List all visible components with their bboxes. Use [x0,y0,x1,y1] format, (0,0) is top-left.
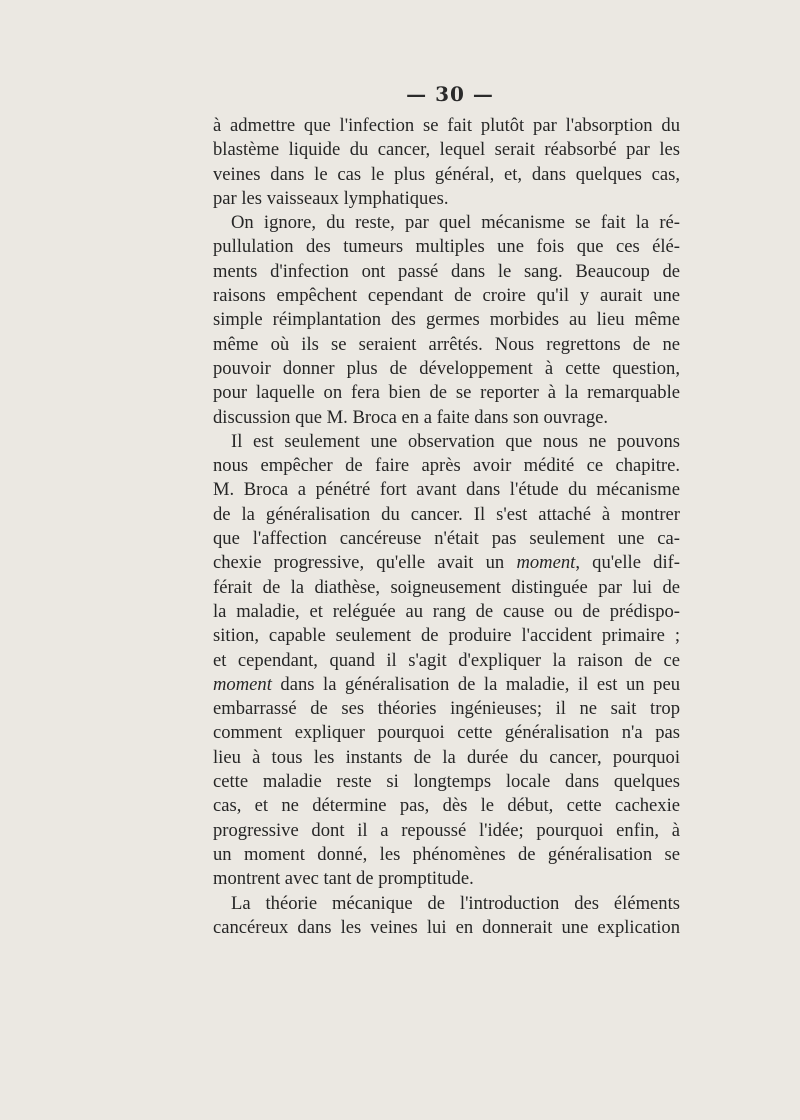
text-line [213,673,680,697]
text-line: raisons empêchent cependant de croire qu'il y aurait une [213,285,680,307]
text-line: simple réimplantation des germes morbides au lieu même [213,309,680,331]
text-line: pullulation des tumeurs multiples une fois que ces élé- [213,236,680,258]
text-line: à admettre que l'infection se fait plutôt par l'absorption du [213,115,680,136]
text-line: ments d'infection ont passé dans le sang. Beaucoup de [213,260,680,282]
text-line: comment expliquer pourquoi cette généralisation n'a pas [213,722,680,744]
text-line: de la généralisation du cancer. Il s'est attaché à montrer [213,503,680,525]
text-line: progressive dont il a repoussé l'idée; pourquoi enfin, à [213,819,680,841]
text-line: blastème liquide du cancer, lequel serait réabsorbé par les [213,139,680,161]
body-text [213,114,680,940]
italic-word: moment [213,673,272,695]
text-line: discussion que M. Broca en a faite dans son ouvrage. [213,406,609,428]
text-line: Il est seulement une observation que nous ne pouvons [231,430,680,452]
text-line: lieu à tous les instants de la durée du cancer, pourquoi [213,746,680,768]
italic-word: moment [516,552,576,574]
text-line: la maladie, et reléguée au rang de cause ou de prédispo- [213,600,680,622]
text-line-segment: chexie progressive, qu'elle avait un [213,552,517,574]
text-line: sition, capable seulement de produire l'accident primaire ; [213,625,680,647]
text-line: par les vaisseaux lymphatiques. [213,187,449,209]
text-line: montrent avec tant de promptitude. [213,868,474,890]
text-line: cancéreux dans les veines lui en donnerait une explication [213,916,680,938]
text-line: cette maladie reste si longtemps locale dans quelques [213,771,680,793]
text-line: veines dans le cas le plus général, et, dans quelques cas, [213,163,680,185]
text-line: un moment donné, les phénomènes de généralisation se [213,843,680,865]
text-line: embarrassé de ses théories ingénieuses; il ne sait trop [213,698,680,720]
text-line: et cependant, quand il s'agit d'expliquer la raison de ce [213,649,680,671]
text-line: férait de la diathèse, soigneusement distinguée par lui de [213,576,680,598]
text-line: même où ils se seraient arrêtés. Nous regrettons de ne [213,333,680,355]
text-line: cas, et ne détermine pas, dès le début, cette cachexie [213,795,680,817]
text-line [213,551,680,575]
text-line-segment: dans la généralisation de la maladie, il est un peu [271,673,680,695]
text-line: nous empêcher de faire après avoir médité ce chapitre. [213,455,680,477]
text-line: pour laquelle on fera bien de se reporter à la remarquable [213,382,680,404]
text-line: M. Broca a pénétré fort avant dans l'étude du mécanisme [213,479,680,501]
text-line: pouvoir donner plus de développement à cette question, [213,357,680,379]
text-line: On ignore, du reste, par quel mécanisme se fait la ré- [231,212,680,234]
page-number: — 30 — [406,82,494,106]
text-line-segment: , qu'elle dif- [575,552,681,574]
text-line: que l'affection cancéreuse n'était pas seulement une ca- [213,528,680,550]
text-line: La théorie mécanique de l'introduction des éléments [231,892,680,914]
